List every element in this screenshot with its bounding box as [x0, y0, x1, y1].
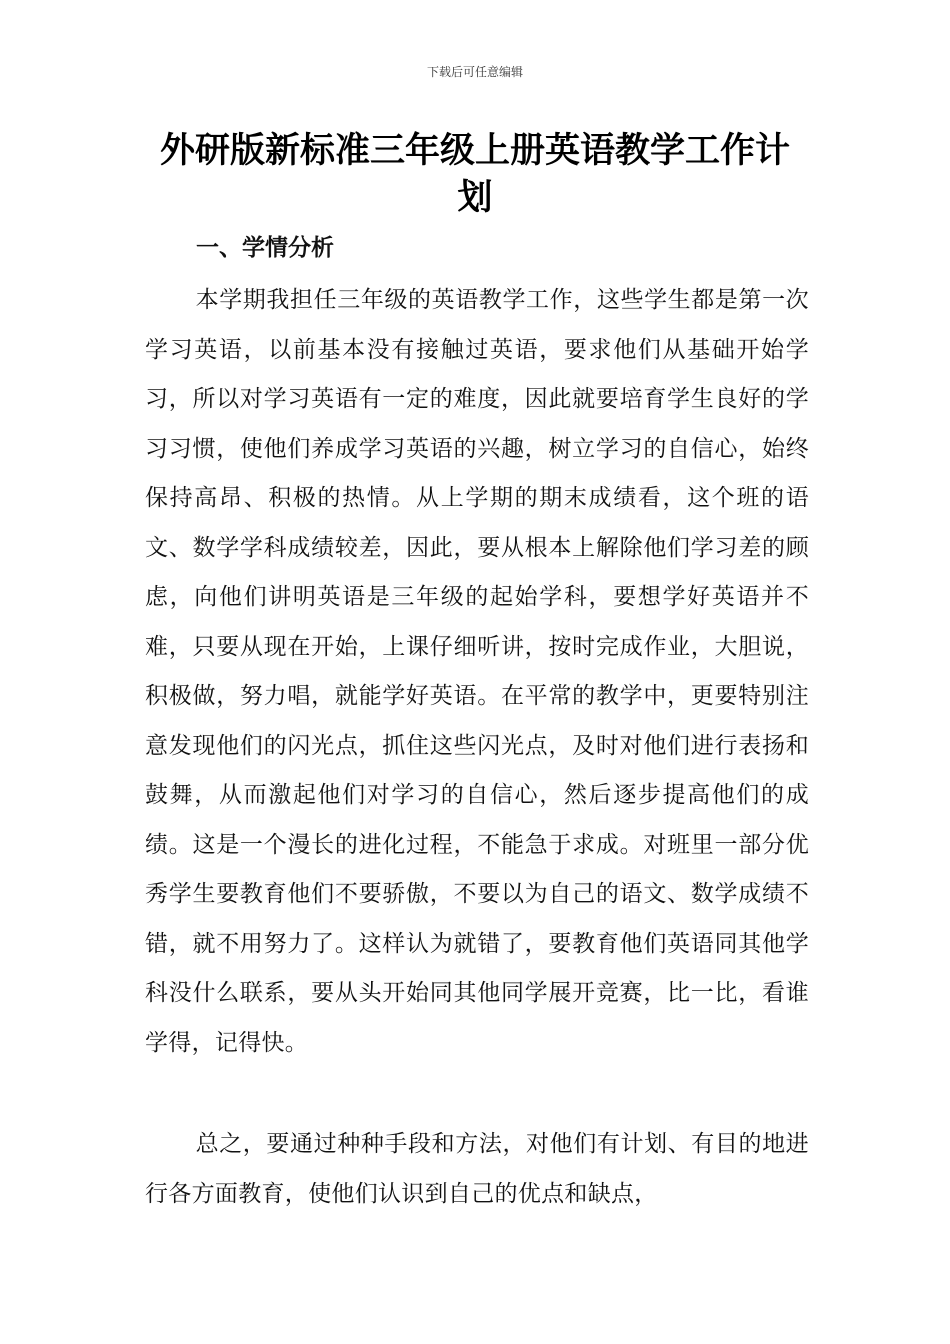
- body-paragraph: 总之，要通过种种手段和方法，对他们有计划、有目的地进行各方面教育，使他们认识到自己的优点和缺点，: [145, 1131, 809, 1207]
- header-note: 下载后可任意编辑: [426, 65, 523, 79]
- document-title: 外研版新标准三年级上册英语教学工作计划: [159, 131, 790, 218]
- section-heading: 一、学情分析: [196, 234, 334, 261]
- body-paragraph: 本学期我担任三年级的英语教学工作，这些学生都是第一次学习英语，以前基本没有接触过英语，要求他们从基础开始学习，所以对学习英语有一定的难度，因此就要培育学生良好的学习习惯，使他们养成学习英语的兴趣，树立学习的自信心，始终保持高昂、积极的热情。从上学期的期末成绩看，这个班的语文、数学学科成绩较差，因此，要从根本上解除他们学习差的顾虑，向他们讲明英语是三年级的起始学科，要想学好英语并不难，只要从现在开始，上课仔细听讲，按时完成作业，大胆说，积极做，努力唱，就能学好英语。在平常的教学中，更要特别注意发现他们的闪光点，抓住这些闪光点，及时对他们进行表扬和鼓舞，从而激起他们对学习的自信心，然后逐步提高他们的成绩。这是一个漫长的进化过程，不能急于求成。对班里一部分优秀学生要教育他们不要骄傲，不要以为自己的语文、数学成绩不错，就不用努力了。这样认为就错了，要教育他们英语同其他学科没什么联系，要从头开始同其他同学展开竞赛，比一比，看谁学得，记得快。: [145, 287, 809, 1056]
